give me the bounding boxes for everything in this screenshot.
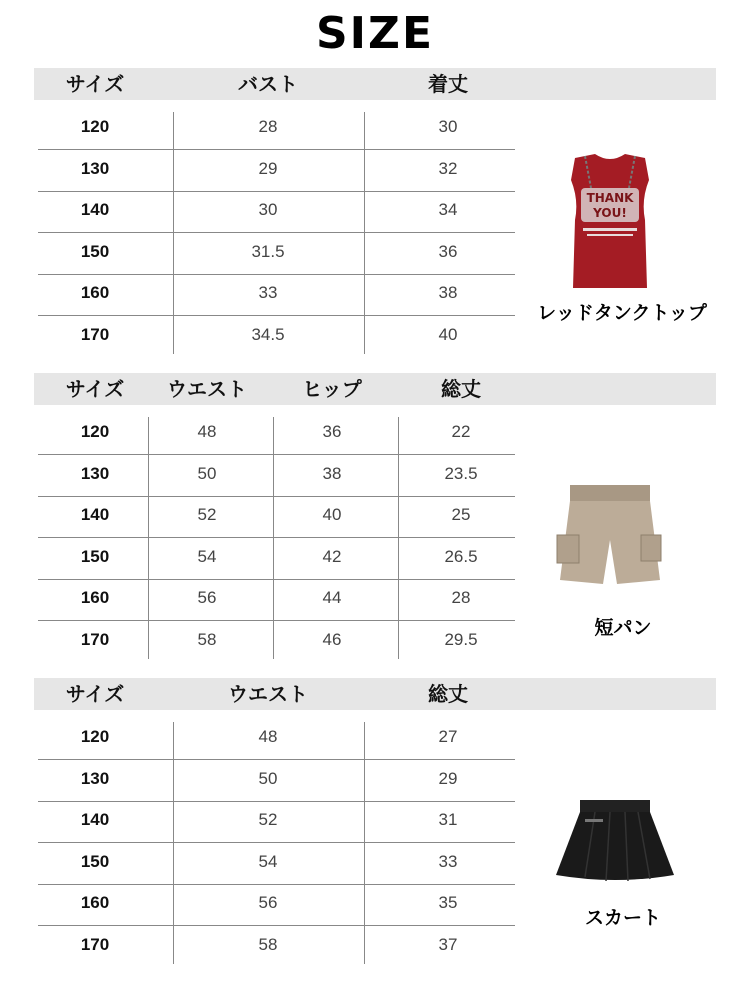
row-divider — [38, 759, 515, 760]
row-divider — [38, 496, 515, 497]
cell-size: 160 — [80, 283, 110, 303]
header-length: 着丈 — [428, 72, 468, 96]
shorts-label: 短パン — [594, 617, 652, 639]
header-waist: ウエスト — [228, 682, 308, 706]
cell-size: 130 — [80, 158, 110, 178]
cell-size: 170 — [80, 935, 110, 954]
table-header-bar — [34, 678, 716, 710]
cell-size: 160 — [80, 893, 110, 913]
cell-total-length: 27 — [438, 727, 458, 746]
cell-bust: 33 — [258, 283, 278, 303]
column-divider — [364, 112, 365, 354]
row-divider — [38, 925, 515, 926]
cell-hip: 40 — [322, 505, 342, 525]
header-total-length: 総丈 — [441, 377, 481, 401]
cell-length: 36 — [438, 241, 458, 261]
page-title: SIZE — [315, 8, 435, 59]
cell-hip: 36 — [322, 422, 342, 441]
cell-size: 150 — [80, 851, 110, 871]
column-divider — [173, 722, 174, 964]
cell-waist: 58 — [197, 630, 217, 649]
row-divider — [38, 884, 515, 885]
cell-waist: 56 — [258, 893, 278, 913]
cell-bust: 28 — [258, 117, 278, 136]
cell-hip: 42 — [322, 546, 342, 566]
cell-bust: 30 — [258, 200, 278, 220]
row-divider — [38, 579, 515, 580]
cell-total-length: 29.5 — [444, 630, 478, 649]
cell-size: 140 — [80, 505, 110, 525]
header-size: サイズ — [65, 72, 125, 96]
column-divider — [173, 112, 174, 354]
cell-bust: 34.5 — [251, 325, 285, 344]
cell-waist: 50 — [258, 768, 278, 788]
cell-waist: 48 — [258, 727, 278, 746]
row-divider — [38, 149, 515, 150]
header-waist: ウエスト — [167, 377, 247, 401]
cell-length: 34 — [438, 200, 458, 220]
cell-waist: 48 — [197, 422, 217, 441]
cell-size: 120 — [80, 117, 110, 136]
tank-top-label: レッドタンクトップ — [537, 302, 707, 324]
cell-bust: 31.5 — [251, 241, 285, 261]
column-divider — [148, 417, 149, 659]
cell-size: 160 — [80, 588, 110, 608]
skirt-label: スカート — [584, 907, 662, 929]
column-divider — [398, 417, 399, 659]
cell-size: 170 — [80, 325, 110, 344]
header-size: サイズ — [65, 377, 125, 401]
cell-waist: 56 — [197, 588, 217, 608]
cell-waist: 54 — [197, 546, 217, 566]
cell-length: 32 — [438, 158, 458, 178]
row-divider — [38, 232, 515, 233]
cell-waist: 50 — [197, 463, 217, 483]
row-divider — [38, 274, 515, 275]
row-divider — [38, 191, 515, 192]
row-divider — [38, 537, 515, 538]
cell-total-length: 26.5 — [444, 546, 478, 566]
header-total-length: 総丈 — [428, 682, 468, 706]
svg-text:THANK: THANK — [586, 191, 634, 205]
red-tank-top-image — [545, 150, 675, 295]
row-divider — [38, 620, 515, 621]
cell-hip: 44 — [322, 588, 342, 608]
cell-length: 30 — [438, 117, 458, 136]
row-divider — [38, 842, 515, 843]
cell-total-length: 29 — [438, 768, 458, 788]
column-divider — [273, 417, 274, 659]
cell-total-length: 33 — [438, 851, 458, 871]
cell-size: 120 — [80, 727, 110, 746]
row-divider — [38, 454, 515, 455]
cell-size: 140 — [80, 200, 110, 220]
header-hip: ヒップ — [302, 377, 362, 401]
cell-size: 150 — [80, 241, 110, 261]
row-divider — [38, 315, 515, 316]
cell-size: 140 — [80, 810, 110, 830]
table-header-bar — [34, 68, 716, 100]
cell-total-length: 28 — [451, 588, 471, 608]
cell-total-length: 31 — [438, 810, 458, 830]
cell-waist: 52 — [197, 505, 217, 525]
cell-hip: 38 — [322, 463, 342, 483]
cell-size: 150 — [80, 546, 110, 566]
black-skirt-image — [550, 795, 680, 885]
cell-waist: 54 — [258, 851, 278, 871]
cell-size: 130 — [80, 463, 110, 483]
header-size: サイズ — [65, 682, 125, 706]
svg-text:YOU!: YOU! — [593, 206, 627, 220]
cell-waist: 52 — [258, 810, 278, 830]
cell-total-length: 23.5 — [444, 463, 478, 483]
cell-size: 170 — [80, 630, 110, 649]
cell-size: 130 — [80, 768, 110, 788]
row-divider — [38, 801, 515, 802]
khaki-shorts-image — [545, 480, 675, 600]
cell-waist: 58 — [258, 935, 278, 954]
table-header-bar — [34, 373, 716, 405]
cell-total-length: 35 — [438, 893, 458, 913]
cell-length: 40 — [438, 325, 458, 344]
cell-length: 38 — [438, 283, 458, 303]
cell-size: 120 — [80, 422, 110, 441]
cell-total-length: 25 — [451, 505, 471, 525]
cell-bust: 29 — [258, 158, 278, 178]
cell-total-length: 22 — [451, 422, 471, 441]
cell-total-length: 37 — [438, 935, 458, 954]
column-divider — [364, 722, 365, 964]
cell-hip: 46 — [322, 630, 342, 649]
header-bust: バスト — [238, 72, 298, 96]
